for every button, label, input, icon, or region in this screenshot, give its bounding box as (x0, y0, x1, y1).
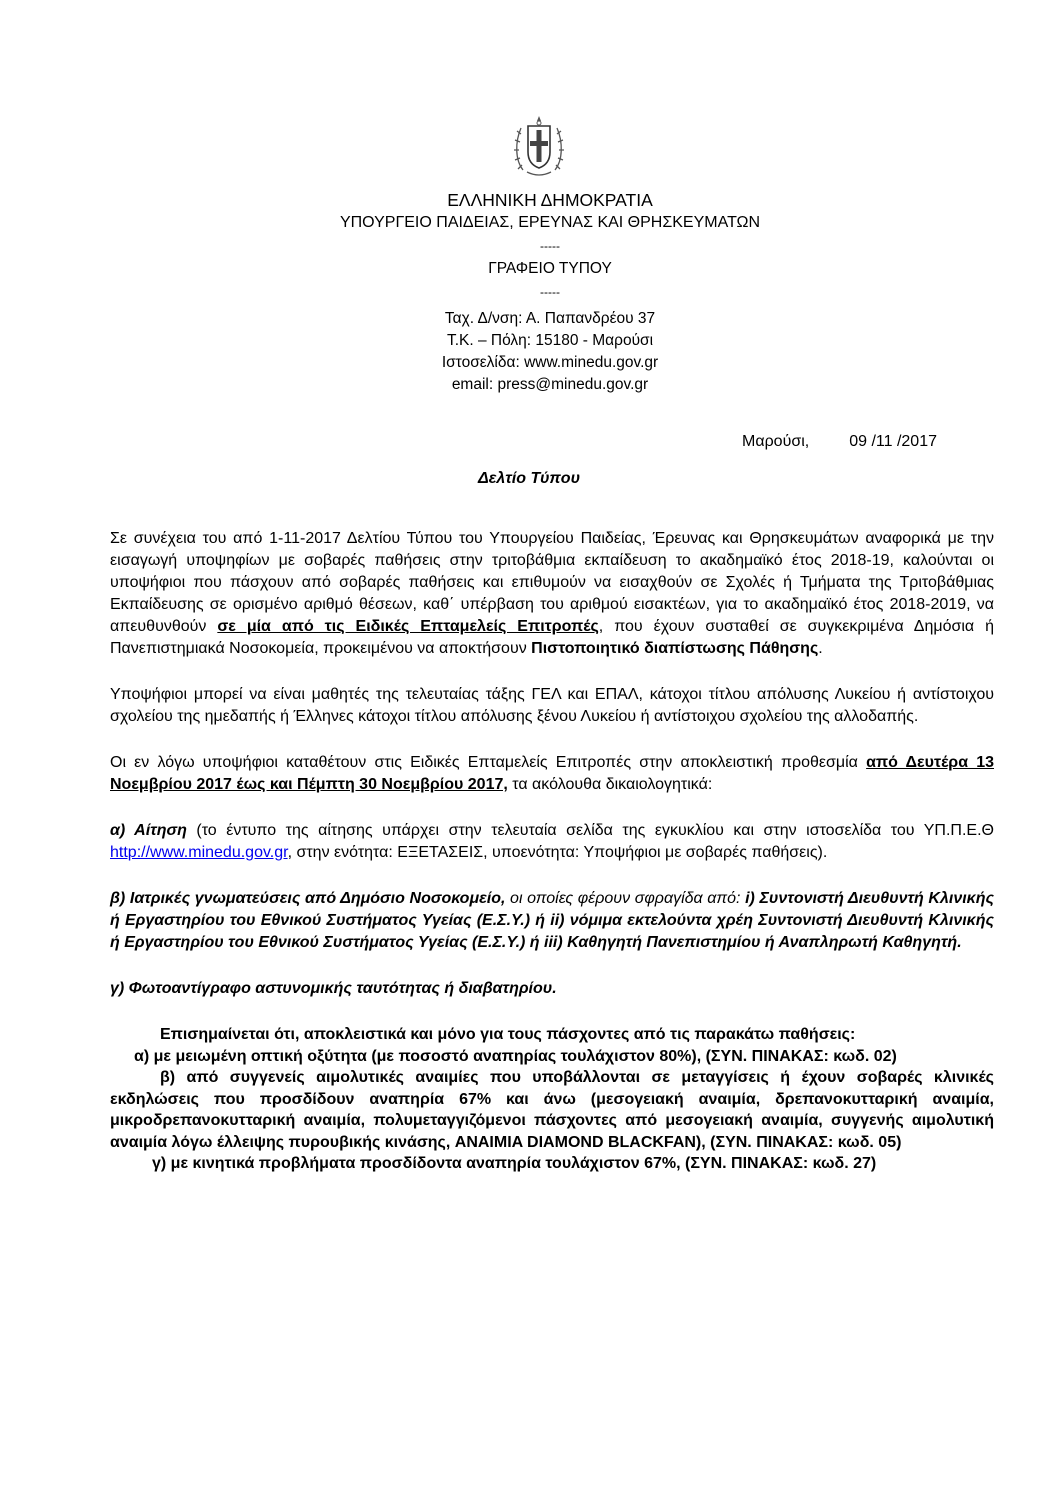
separator: ----- (540, 285, 560, 299)
postal-code-city: Τ.Κ. – Πόλη: 15180 - Μαρούσι (446, 332, 654, 349)
list-intro: Επισημαίνεται ότι, αποκλειστικά και μόνο για τους πάσχοντες από τις παρακάτω παθήσεις: (160, 1026, 856, 1043)
separator: ----- (540, 239, 560, 253)
list-item: γ) με κινητικά προβλήματα προσδίδοντα αναπηρία τουλάχιστον 67%, (ΣΥΝ. ΠΙΝΑΚΑΣ: κωδ. 27) (152, 1155, 877, 1172)
greek-coat-of-arms-emblem (513, 112, 565, 180)
website: Ιστοσελίδα: www.minedu.gov.gr (441, 354, 659, 371)
email: email: press@minedu.gov.gr (451, 376, 649, 393)
requirement-b (110, 888, 994, 954)
text: Οι εν λόγω υποψήφιοι καταθέτουν στις Ειδικές Επταμελείς Επιτροπές στην αποκλειστική προθεσμία (110, 754, 867, 771)
paragraph-intro (110, 528, 994, 660)
requirement-a (110, 820, 994, 864)
text: . (818, 640, 823, 657)
country-name: ΕΛΛΗΝΙΚΗ ΔΗΜΟΚΡΑΤΙΑ (447, 190, 653, 210)
text: Σε συνέχεια του από 1-11-2017 Δελτίου Τύπου του Υπουργείου Παιδείας, Έρευνας και Θρησκευμάτων αναφορικά με την εισαγωγή υποψηφίων με σοβαρές παθήσεις στην τριτοβάθμια εκπαίδευση το ακαδημαϊκό έτος 2018-19, καλούνται οι υποψήφιοι που πάσχουν από σοβαρές παθήσεις και επιθυμούν να εισαχθούν σε Σχολές ή Τμήματα της Τριτοβάθμιας Εκπαίδευσης σε ορισμένο αριθμό θέσεων, καθ΄ υπέρβαση του αριθμού εισακτέων, για το ακαδημαϊκό έτος 2018-2019, να απευθυνθούν (110, 530, 994, 635)
date-place: Μαρούσι, (742, 433, 810, 450)
date-value: 09 /11 /2017 (849, 433, 937, 450)
text: , στην ενότητα: ΕΞΕΤΑΣΕΙΣ, υποενότητα: Υποψήφιοι με σοβαρές παθήσεις). (287, 844, 828, 861)
document-title: Δελτίο Τύπου (477, 470, 581, 487)
requirement-b-signers: i) Συντονιστή Διευθυντή Κλινικής ή Εργαστηρίου του Εθνικού Συστήματος Υγείας (Ε.Σ.Υ.) ή ii) νόμιμα εκτελούντα χρέη Συντονιστή Διευθυντή Κλινικής ή Εργαστηρίου του Εθνικού Συστήματος Υγείας (Ε.Σ.Υ.) ή iii) Καθηγητή Πανεπιστημίου ή Αναπληρωτή Καθηγητή (110, 890, 995, 951)
text: (το έντυπο της αίτησης υπάρχει στην τελευταία σελίδα της εγκυκλίου και στην ιστοσελίδα του ΥΠ.Π.Ε.Θ (186, 822, 994, 839)
document-body (110, 528, 994, 1175)
text: οι οποίες φέρουν σφραγίδα από: (505, 890, 746, 907)
postal-address: Ταχ. Δ/νση: Α. Παπανδρέου 37 (444, 310, 656, 327)
office-name: ΓΡΑΦΕΙΟ ΤΥΠΟΥ (488, 260, 612, 277)
requirement-g (110, 978, 994, 1000)
ministry-website-link[interactable]: http://www.minedu.gov.gr (110, 844, 288, 861)
letterhead (280, 188, 820, 396)
list-item: β) από συγγενείς αιμολυτικές αναιμίες που υποβάλλονται σε μεταγγίσεις ή έχουν σοβαρές κλινικές εκδηλώσεις που προσδίδουν αναπηρία 67% και άνω (μεσογειακή αναιμία, δρεπανοκυτταρική αναιμία, μικροδρεπανοκυτταρική αναιμία, πολυμεταγγιζόμενοι πάσχοντες από μεσογειακή αναιμία, συγγενής αιμολυτική αναιμία λόγω έλλειψης πυρουβικής κινάσης, ANAIMIA DIAMOND BLACKFAN), (ΣΥΝ. ΠΙΝΑΚΑΣ: κωδ. 05) (110, 1069, 994, 1151)
conditions-list (110, 1024, 994, 1175)
deadline-emphasis: από Δευτέρα 13 Νοεμβρίου 2017 έως και Πέμπτη 30 Νοεμβρίου 2017, (110, 754, 995, 793)
requirement-g-text: γ) Φωτοαντίγραφο αστυνομικής ταυτότητας ή διαβατηρίου. (110, 980, 557, 997)
ministry-name: ΥΠΟΥΡΓΕΙΟ ΠΑΙΔΕΙΑΣ, ΕΡΕΥΝΑΣ ΚΑΙ ΘΡΗΣΚΕΥΜΑΤΩΝ (339, 214, 761, 231)
paragraph-deadline (110, 752, 994, 796)
list-item: α) με μειωμένη οπτική οξύτητα (με ποσοστό αναπηρίας τουλάχιστον 80%), (ΣΥΝ. ΠΙΝΑΚΑΣ: κωδ. 02) (134, 1047, 897, 1065)
text: , που έχουν συσταθεί σε συγκεκριμένα Δημόσια ή Πανεπιστημιακά Νοσοκομεία, προκειμένου να αποκτήσουν (110, 618, 995, 657)
requirement-b-lead: β) Ιατρικές γνωματεύσεις από Δημόσιο Νοσοκομείο, (110, 890, 506, 907)
date-line (742, 433, 937, 451)
text: . (957, 934, 962, 951)
committees-emphasis: σε μία από τις Ειδικές Επταμελείς Επιτροπές (217, 618, 599, 635)
paragraph-eligibility: Υποψήφιοι μπορεί να είναι μαθητές της τελευταίας τάξης ΓΕΛ και ΕΠΑΛ, κάτοχοι τίτλου απόλυσης Λυκείου ή αντίστοιχου σχολείου της ημεδαπής ή Έλληνες κάτοχοι τίτλου απόλυσης ξένου Λυκείου ή αντίστοιχου σχολείου της αλλοδαπής. (110, 686, 994, 725)
certificate-emphasis: Πιστοποιητικό διαπίστωσης Πάθησης (531, 640, 819, 657)
requirement-a-label: α) Αίτηση (110, 822, 187, 839)
text: τα ακόλουθα δικαιολογητικά: (507, 776, 713, 793)
